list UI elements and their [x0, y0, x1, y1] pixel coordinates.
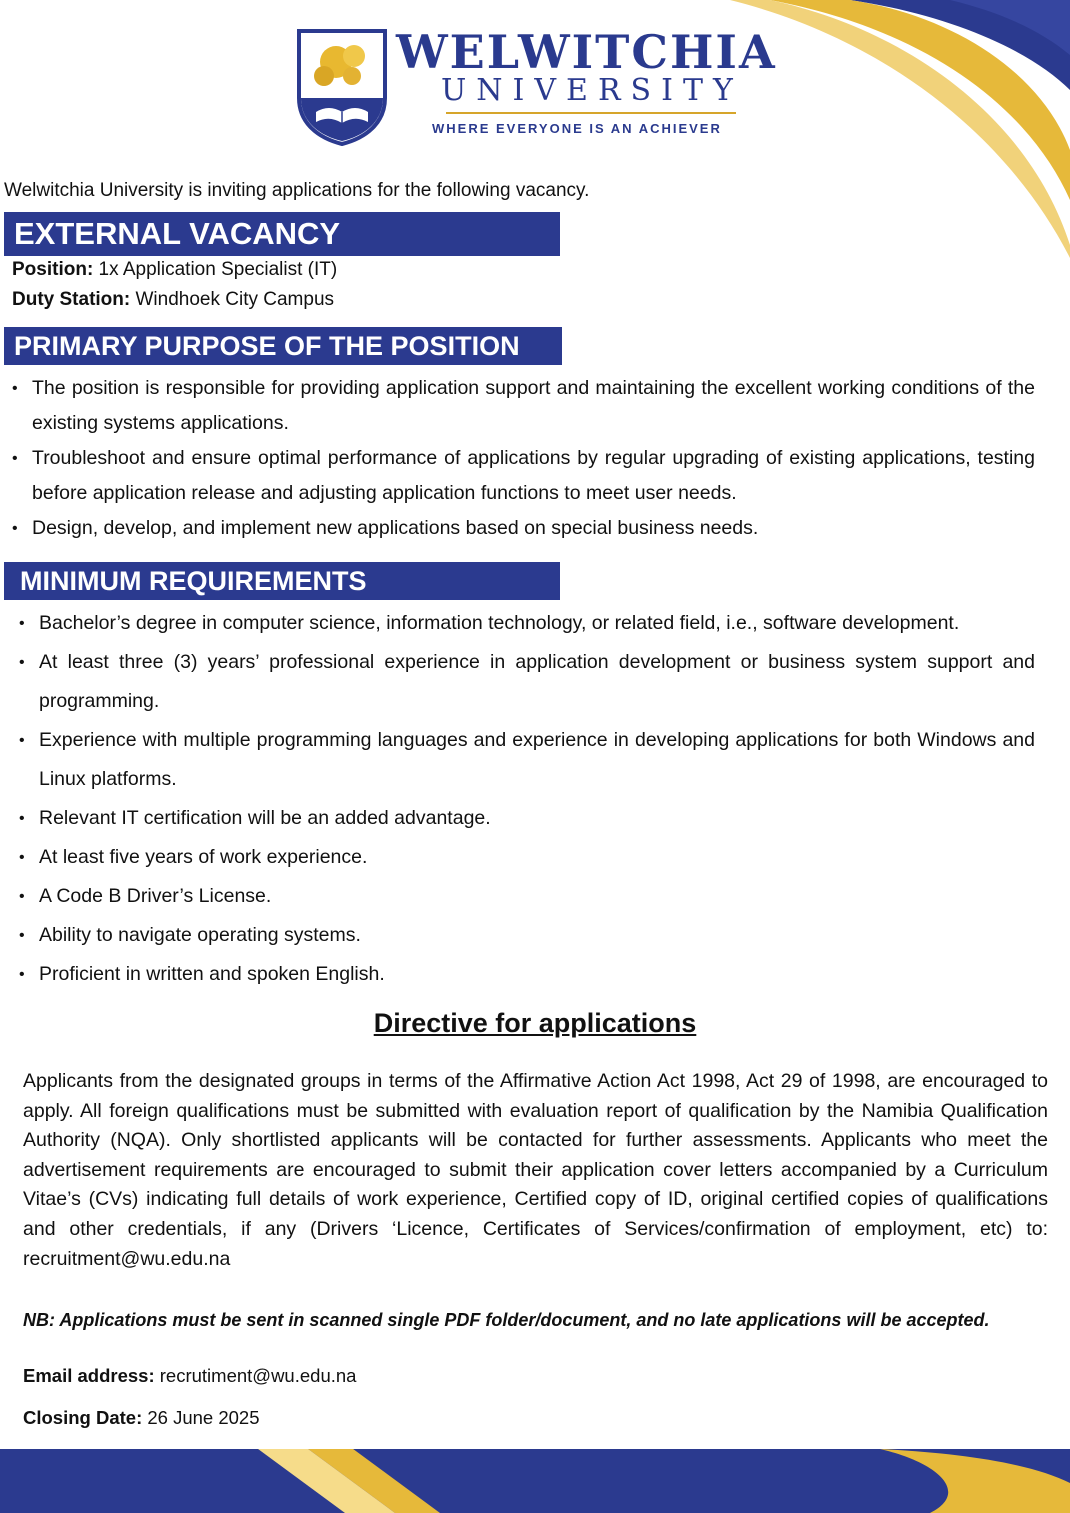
list-item: • Bachelor’s degree in computer science, information technology, or related field, i.e., software development. — [39, 604, 1035, 643]
university-subtitle: UNIVERSITY — [441, 73, 743, 108]
position-field — [12, 259, 337, 281]
duty-station-value: Windhoek City Campus — [130, 289, 335, 310]
list-item: • Experience with multiple programming languages and experience in developing applications for both Windows and Linux platforms. — [39, 721, 1035, 799]
duty-station-label: Duty Station: — [12, 289, 131, 310]
logo-divider — [446, 112, 736, 114]
directive-body: Applicants from the designated groups in terms of the Affirmative Action Act 1998, Act 29 of 1998, are encouraged to apply. All foreign qualifications must be submitted with evaluation report of qualification by the Namibia Qualification Authority (NQA). Only shortlisted applicants will be contacted for further assessments. Applicants who meet the advertisement requirements are encouraged to submit their application cover letters accompanied by a Curriculum Vitae’s (CVs) indicating full details of work experience, Certified copy of ID, original certified copies of qualifications and other credentials, if any (Drivers ‘Licence, Certificates of Services/confirmation of employment, etc) to: recruitment@wu.edu.na — [23, 1070, 1048, 1270]
list-item: • At least three (3) years’ professional experience in application development or business system support and programming. — [39, 643, 1035, 721]
duty-station-field — [12, 289, 334, 311]
list-item: • Proficient in written and spoken English. — [39, 955, 1035, 994]
primary-purpose-banner: PRIMARY PURPOSE OF THE POSITION — [4, 327, 562, 365]
position-label: Position: — [12, 259, 94, 280]
email-label: Email address: — [23, 1365, 155, 1386]
requirements-list — [19, 604, 1035, 994]
university-name: WELWITCHIA — [396, 25, 777, 79]
intro-text: Welwitchia University is inviting applications for the following vacancy. — [4, 180, 590, 201]
email-field — [23, 1365, 356, 1387]
closing-date-field — [23, 1407, 260, 1429]
closing-date-label: Closing Date: — [23, 1407, 143, 1428]
purpose-list — [12, 371, 1035, 546]
external-vacancy-banner: EXTERNAL VACANCY — [4, 212, 560, 256]
directive-title: Directive for applications — [373, 1008, 697, 1038]
list-item: • The position is responsible for providing application support and maintaining the excellent working conditions of the existing systems applications. — [32, 371, 1035, 441]
list-item: • At least five years of work experience. — [39, 838, 1035, 877]
closing-date-value: 26 June 2025 — [142, 1407, 260, 1428]
email-value: recrutiment@wu.edu.na — [154, 1365, 357, 1386]
university-logo — [296, 25, 777, 148]
list-item: • Design, develop, and implement new applications based on special business needs. — [32, 511, 1035, 546]
position-value: 1x Application Specialist (IT) — [93, 259, 338, 280]
university-tagline: WHERE EVERYONE IS AN ACHIEVER — [432, 121, 722, 136]
minimum-requirements-banner: MINIMUM REQUIREMENTS — [4, 562, 560, 600]
list-item: • Relevant IT certification will be an added advantage. — [39, 799, 1035, 838]
footer-band-decoration — [0, 1443, 1070, 1513]
list-item: • Troubleshoot and ensure optimal performance of applications by regular upgrading of existing applications, testing before application release and adjusting application functions to meet user needs. — [32, 441, 1035, 511]
crest-icon — [296, 28, 388, 146]
list-item: • Ability to navigate operating systems. — [39, 916, 1035, 955]
list-item: • A Code B Driver’s License. — [39, 877, 1035, 916]
nb-notice: NB: Applications must be sent in scanned single PDF folder/document, and no late applications will be accepted. — [23, 1310, 990, 1330]
